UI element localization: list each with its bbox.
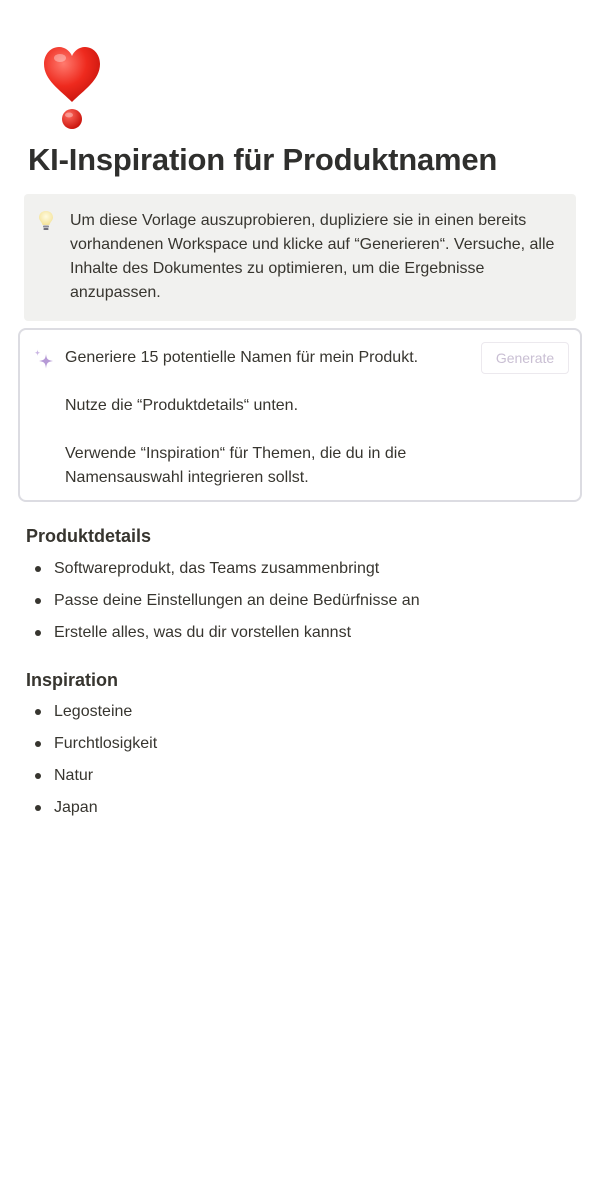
list-item[interactable]: [26, 760, 157, 792]
section-heading-produktdetails[interactable]: Produktdetails: [26, 526, 152, 546]
heart-exclamation-icon[interactable]: [40, 44, 104, 132]
list-item-text: Passe deine Einstellungen an deine Bedürfnisse an: [54, 592, 420, 609]
bullet-icon: [35, 598, 41, 604]
lightbulb-icon[interactable]: [36, 210, 56, 232]
list-item[interactable]: [26, 553, 420, 585]
bullet-icon: [35, 805, 41, 811]
generate-button[interactable]: Generate: [481, 342, 569, 374]
list-item-text: Softwareprodukt, das Teams zusammenbringt: [54, 560, 380, 577]
bullet-icon: [35, 773, 41, 779]
list-item-text: Natur: [54, 767, 94, 784]
ai-prompt-line: Generiere 15 potentielle Namen für mein Produkt.: [65, 349, 419, 366]
ai-prompt[interactable]: [65, 346, 465, 490]
list-item-text: Japan: [54, 799, 98, 816]
list-item[interactable]: [26, 792, 157, 824]
sparkle-icon: [32, 348, 56, 372]
ai-block[interactable]: [18, 328, 582, 502]
ai-prompt-line: Verwende “Inspiration“ für Themen, die du in die Namensauswahl integrieren sollst.: [65, 445, 407, 486]
bullet-icon: [35, 741, 41, 747]
bullet-icon: [35, 709, 41, 715]
list-item-text: Erstelle alles, was du dir vorstellen kannst: [54, 624, 352, 641]
bullet-icon: [35, 566, 41, 572]
list-item[interactable]: [26, 617, 420, 649]
section-heading-inspiration[interactable]: Inspiration: [26, 670, 119, 690]
bullet-icon: [35, 630, 41, 636]
callout-text[interactable]: Um diese Vorlage auszuprobieren, dupliziere sie in einen bereits vorhandenen Workspace und klicke auf “Generieren“. Versuche, alle Inhalte des Dokumentes zu optimieren, um die Ergebnisse anzupassen.: [70, 212, 555, 301]
inspiration-list: [26, 696, 157, 824]
list-item[interactable]: [26, 696, 157, 728]
list-item-text: Legosteine: [54, 703, 133, 720]
page-title[interactable]: KI-Inspiration für Produktnamen: [28, 142, 498, 177]
ai-prompt-line: Nutze die “Produktdetails“ unten.: [65, 397, 299, 414]
list-item[interactable]: [26, 585, 420, 617]
produktdetails-list: [26, 553, 420, 649]
callout-block: [24, 194, 576, 321]
list-item-text: Furchtlosigkeit: [54, 735, 158, 752]
list-item[interactable]: [26, 728, 157, 760]
